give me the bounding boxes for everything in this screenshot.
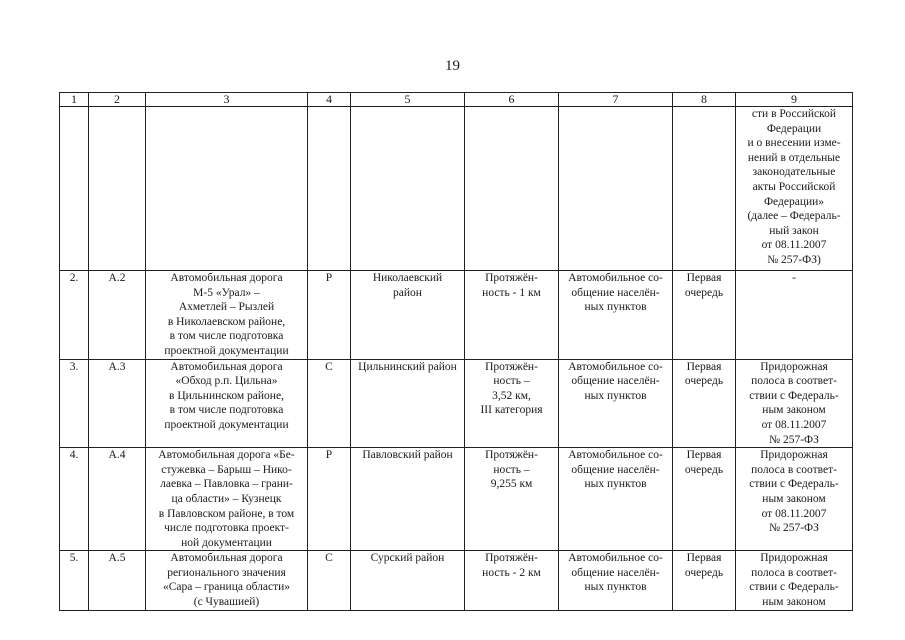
- stage-cell: Первая очередь: [673, 551, 736, 610]
- page-number: 19: [445, 58, 460, 74]
- object-code-cell: А.4: [89, 448, 146, 551]
- column-header: 1: [60, 93, 89, 107]
- object-code-cell: А.3: [89, 359, 146, 448]
- district-cell: Николаевский район: [351, 271, 465, 360]
- purpose-cell: [559, 107, 673, 271]
- length-cell: Протяжён- ность - 1 км: [465, 271, 559, 360]
- column-header: 2: [89, 93, 146, 107]
- document-table: [59, 92, 853, 611]
- row-number-cell: 3.: [60, 359, 89, 448]
- object-type-cell: С: [308, 551, 351, 610]
- table-row: [60, 359, 853, 448]
- stage-cell: Первая очередь: [673, 271, 736, 360]
- zone-cell: -: [736, 271, 853, 360]
- object-type-cell: С: [308, 359, 351, 448]
- stage-cell: Первая очередь: [673, 359, 736, 448]
- district-cell: Цильнинский район: [351, 359, 465, 448]
- stage-cell: [673, 107, 736, 271]
- object-code-cell: А.2: [89, 271, 146, 360]
- length-cell: [465, 107, 559, 271]
- object-name-cell: [146, 107, 308, 271]
- column-header: 5: [351, 93, 465, 107]
- zone-cell: Придорожная полоса в соответ- ствии с Федераль- ным законом от 08.11.2007 № 257-ФЗ: [736, 359, 853, 448]
- district-cell: Сурский район: [351, 551, 465, 610]
- object-name-cell: Автомобильная дорога М-5 «Урал» – Ахметлей – Рызлей в Николаевском районе, в том числе подготовка проектной документации: [146, 271, 308, 360]
- column-header: 8: [673, 93, 736, 107]
- object-type-cell: Р: [308, 271, 351, 360]
- purpose-cell: Автомобильное со- общение населён- ных пунктов: [559, 359, 673, 448]
- object-name-cell: Автомобильная дорога «Бе- стужевка – Барыш – Нико- лаевка – Павловка – грани- ца области» – Кузнецк в Павловском районе, в том числе подготовка проект- ной документации: [146, 448, 308, 551]
- object-code-cell: [89, 107, 146, 271]
- district-cell: [351, 107, 465, 271]
- column-number-row: [60, 93, 853, 107]
- district-cell: Павловский район: [351, 448, 465, 551]
- column-header: 9: [736, 93, 853, 107]
- object-name-cell: Автомобильная дорога «Обход р.п. Цильна» в Цильнинском районе, в том числе подготовка проектной документации: [146, 359, 308, 448]
- row-number-cell: 2.: [60, 271, 89, 360]
- table-row: [60, 448, 853, 551]
- zone-cell: Придорожная полоса в соответ- ствии с Федераль- ным законом от 08.11.2007 № 257-ФЗ: [736, 448, 853, 551]
- purpose-cell: Автомобильное со- общение населён- ных пунктов: [559, 271, 673, 360]
- column-header: 4: [308, 93, 351, 107]
- purpose-cell: Автомобильное со- общение населён- ных пунктов: [559, 448, 673, 551]
- row-number-cell: 4.: [60, 448, 89, 551]
- table-row: [60, 551, 853, 610]
- length-cell: Протяжён- ность - 2 км: [465, 551, 559, 610]
- table-row: [60, 271, 853, 360]
- stage-cell: Первая очередь: [673, 448, 736, 551]
- object-name-cell: Автомобильная дорога регионального значения «Сара – граница области» (с Чувашией): [146, 551, 308, 610]
- row-number-cell: 5.: [60, 551, 89, 610]
- object-type-cell: Р: [308, 448, 351, 551]
- length-cell: Протяжён- ность – 3,52 км, III категория: [465, 359, 559, 448]
- object-type-cell: [308, 107, 351, 271]
- table-row: [60, 107, 853, 271]
- object-code-cell: А.5: [89, 551, 146, 610]
- zone-cell: Придорожная полоса в соответ- ствии с Федераль- ным законом: [736, 551, 853, 610]
- purpose-cell: Автомобильное со- общение населён- ных пунктов: [559, 551, 673, 610]
- column-header: 3: [146, 93, 308, 107]
- zone-cell: сти в Российской Федерации и о внесении изме- нений в отдельные законодательные акты Российской Федерации» (далее – Федераль- ный закон от 08.11.2007 № 257-ФЗ): [736, 107, 853, 271]
- column-header: 7: [559, 93, 673, 107]
- column-header: 6: [465, 93, 559, 107]
- row-number-cell: [60, 107, 89, 271]
- length-cell: Протяжён- ность – 9,255 км: [465, 448, 559, 551]
